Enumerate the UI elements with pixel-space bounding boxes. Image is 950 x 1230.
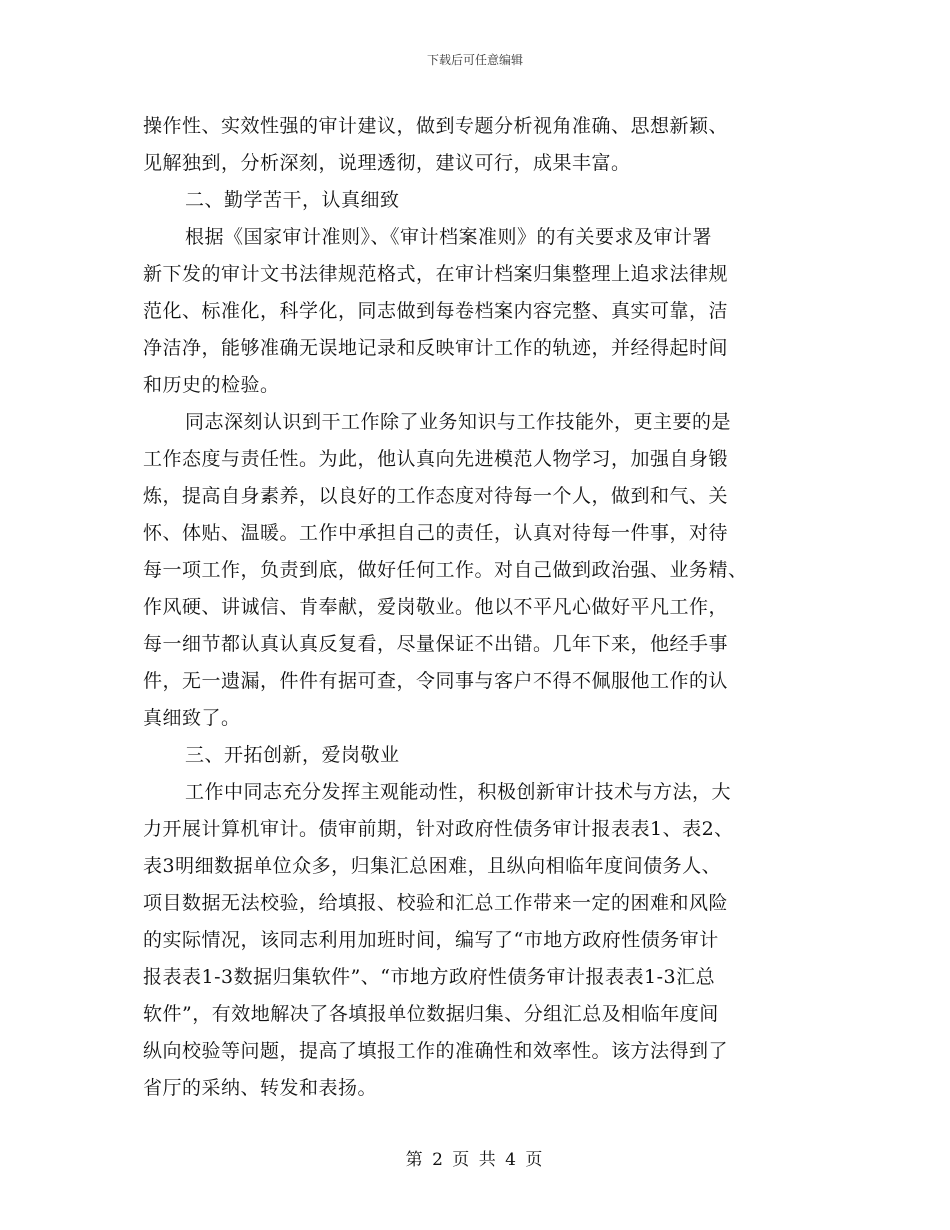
page-number: 第 2 页 共 4 页 <box>405 1150 545 1170</box>
body-line: 作风硬、讲诚信、肯奉献，爱岗敬业。他以不平凡心做好平凡工作， <box>143 596 729 618</box>
body-line: 软件”，有效地解决了各填报单位数据归集、分组汇总及相临年度间 <box>143 1003 719 1025</box>
body-line: 见解独到，分析深刻，说理透彻，建议可行，成果丰富。 <box>143 152 631 174</box>
section-heading: 三、开拓创新，爱岗敬业 <box>185 744 400 766</box>
section-heading: 二、勤学苦干，认真细致 <box>185 189 400 211</box>
body-line: 纵向校验等问题，提高了填报工作的准确性和效率性。该方法得到了 <box>143 1040 729 1062</box>
paragraph-first-line: 根据《国家审计准则》、《审计档案准则》的有关要求及审计署 <box>185 226 713 248</box>
body-line: 真细致了。 <box>143 707 241 729</box>
body-line: 报表表1-3数据归集软件”、“市地方政府性债务审计报表表1-3汇总 <box>143 966 716 988</box>
body-line: 净洁净，能够准确无误地记录和反映审计工作的轨迹，并经得起时间 <box>143 337 729 359</box>
body-line: 力开展计算机审计。债审前期，针对政府性债务审计报表表1、表2、 <box>143 818 734 840</box>
body-line: 件，无一遗漏，件件有据可查，令同事与客户不得不佩服他工作的认 <box>143 670 729 692</box>
body-line: 表3明细数据单位众多，归集汇总困难，且纵向相临年度间债务人、 <box>143 855 722 877</box>
paragraph-first-line: 工作中同志充分发挥主观能动性，积极创新审计技术与方法，大 <box>185 781 732 803</box>
body-line: 每一项工作，负责到底，做好任何工作。对自己做到政治强、业务精、 <box>143 559 748 581</box>
body-line: 炼，提高自身素养，以良好的工作态度对待每一个人，做到和气、关 <box>143 485 729 507</box>
body-line: 的实际情况，该同志利用加班时间，编写了“市地方政府性债务审计 <box>143 929 719 951</box>
body-line: 和历史的检验。 <box>143 374 280 396</box>
body-line: 项目数据无法校验，给填报、校验和汇总工作带来一定的困难和风险 <box>143 892 729 914</box>
body-line: 范化、标准化，科学化，同志做到每卷档案内容完整、真实可靠，洁 <box>143 300 729 322</box>
body-line: 省厅的采纳、转发和表扬。 <box>143 1077 378 1099</box>
paragraph-first-line: 同志深刻认识到干工作除了业务知识与工作技能外，更主要的是 <box>185 411 732 433</box>
body-line: 新下发的审计文书法律规范格式，在审计档案归集整理上追求法律规 <box>143 263 729 285</box>
document-body <box>143 108 808 1107</box>
body-line: 操作性、实效性强的审计建议，做到专题分析视角准确、思想新颖、 <box>143 115 729 137</box>
page-header: 下载后可任意编辑 <box>426 53 523 67</box>
body-line: 工作态度与责任性。为此，他认真向先进模范人物学习，加强自身锻 <box>143 448 729 470</box>
body-line: 怀、体贴、温暖。工作中承担自己的责任，认真对待每一件事，对待 <box>143 522 729 544</box>
body-line: 每一细节都认真认真反复看，尽量保证不出错。几年下来，他经手事 <box>143 633 729 655</box>
